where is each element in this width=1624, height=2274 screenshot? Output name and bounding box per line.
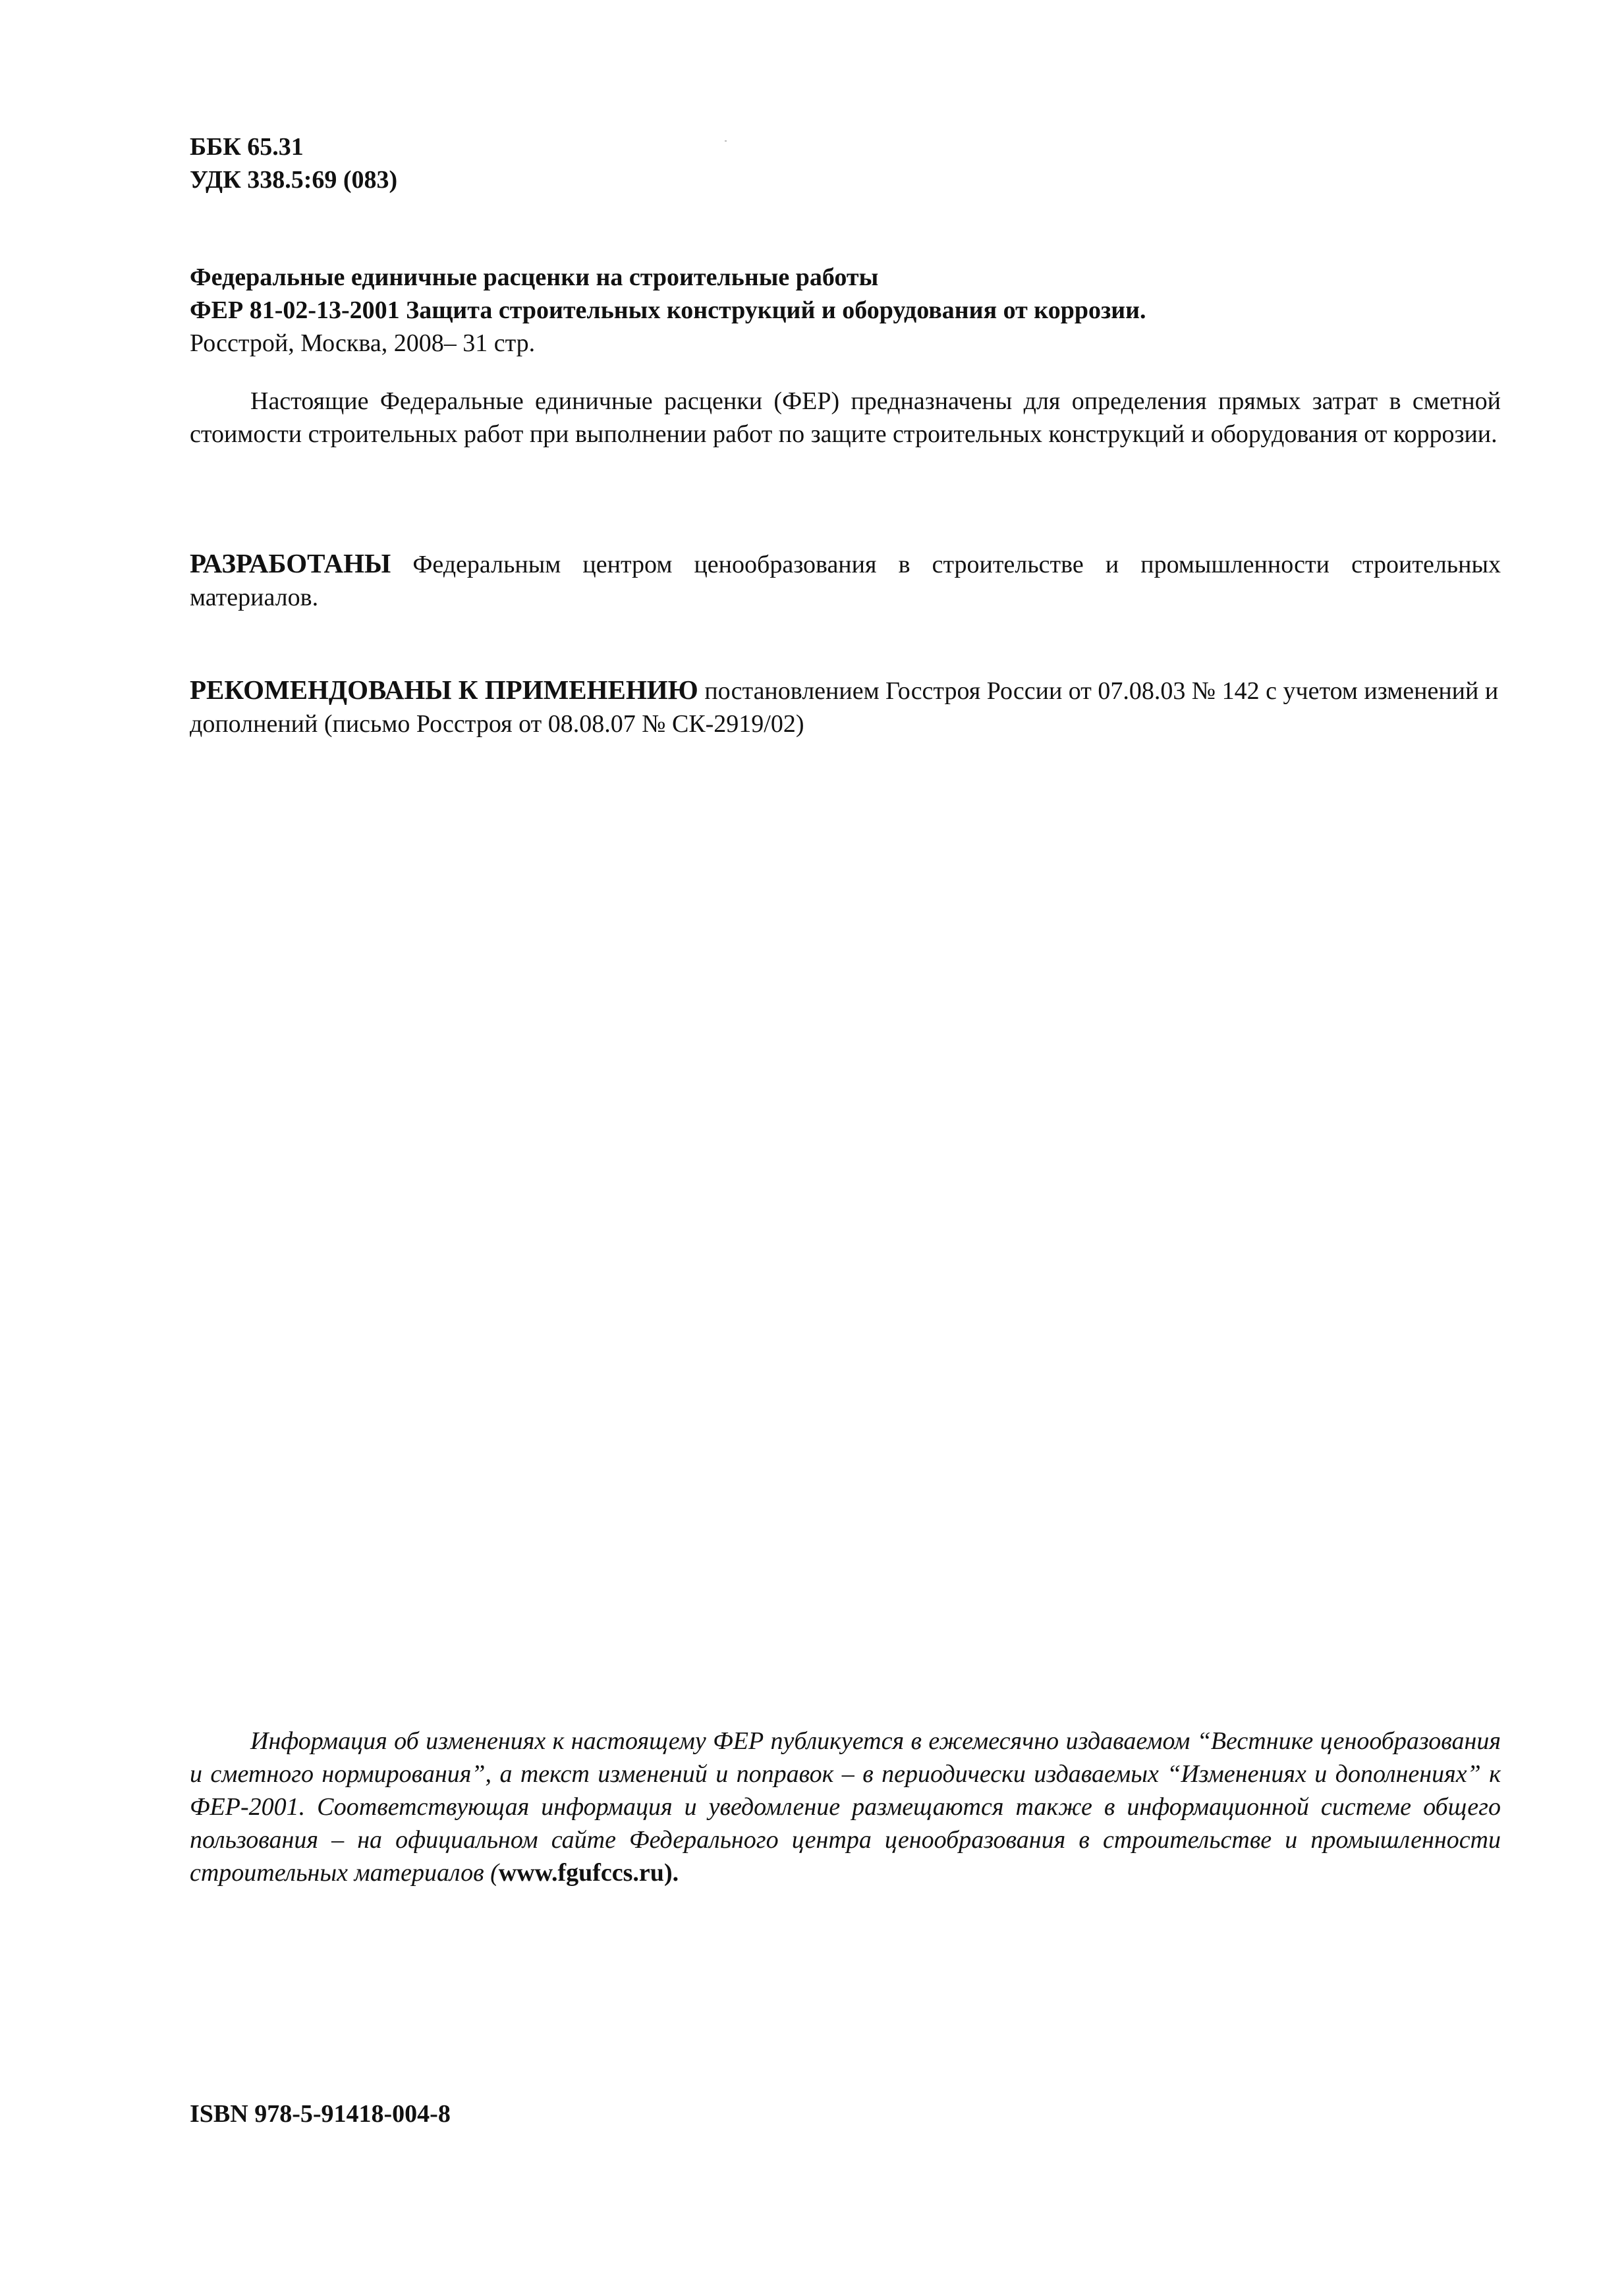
bbk-code: ББК 65.31: [190, 133, 304, 161]
recommended-label: РЕКОМЕНДОВАНЫ К ПРИМЕНЕНИЮ: [190, 675, 698, 705]
developed-by-label: РАЗРАБОТАНЫ: [190, 548, 391, 578]
developed-by-text: Федеральным центром ценообразования в строительстве и промышленности строительных материалов.: [190, 551, 1501, 611]
recommended-text: постановлением Госстроя России от 07.08.03 № 142 с учетом изменений и дополнений (письмо Росстроя от 08.08.07 № СК-2919/02): [190, 677, 1499, 738]
changes-info-text: Информация об изменениях к настоящему ФЕР публикуется в ежемесячно издаваемом “Вестнике ценообразования и сметного нормирования”, а текст изменений и поправок – в периодически издаваемых “Изменениях и дополнениях” к ФЕР-2001. Соответствующая информация и уведомление размещаются также в информационной системе общего пользования – на официальном сайте Федерального центра ценообразования в строительстве и промышленности строительных материалов (: [190, 1727, 1501, 1887]
bibliographic-title: [190, 261, 1501, 360]
changes-info-tail: ).: [663, 1859, 679, 1887]
changes-info-paragraph: [190, 1725, 1501, 1889]
title-line-1: Федеральные единичные расценки на строительные работы: [190, 263, 879, 291]
publisher-line: Росстрой, Москва, 2008– 31 стр.: [190, 329, 536, 357]
classification-codes: [190, 130, 1501, 196]
udk-code: УДК 338.5:69 (083): [190, 166, 398, 194]
recommended-paragraph: [190, 673, 1501, 740]
annotation-paragraph: Настоящие Федеральные единичные расценки (ФЕР) предназначены для определения прямых затрат в сметной стоимости строительных работ при выполнении работ по защите строительных конструкций и оборудования от коррозии.: [190, 387, 1501, 448]
isbn-number: ISBN 978-5-91418-004-8: [190, 2100, 451, 2128]
title-line-2: ФЕР 81-02-13-2001 Защита строительных конструкций и оборудования от коррозии.: [190, 296, 1146, 324]
website-link[interactable]: www.fgufccs.ru: [498, 1859, 664, 1887]
developed-by-paragraph: [190, 547, 1501, 614]
